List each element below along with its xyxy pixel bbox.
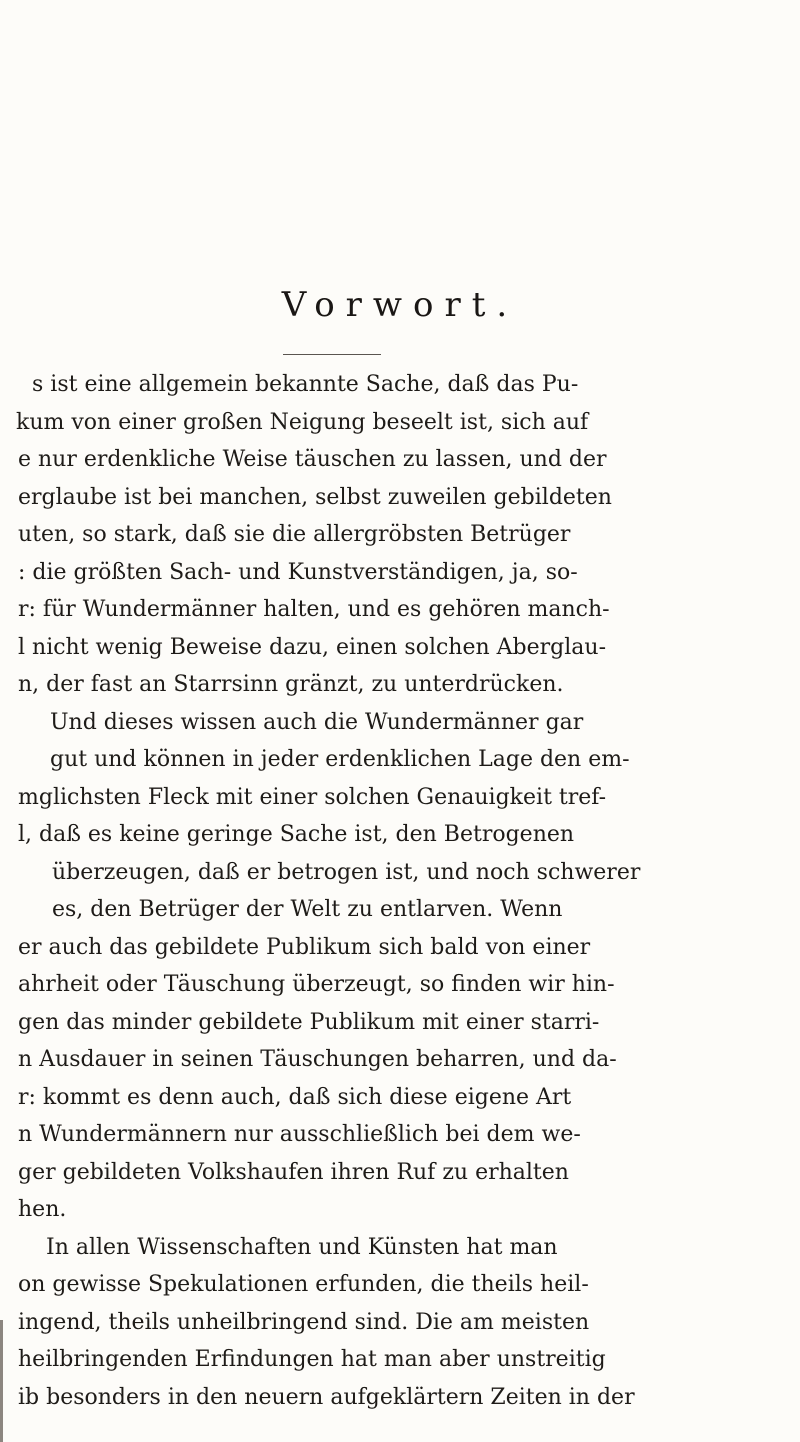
text-line-22: ger gebildeten Volkshaufen ihren Ruf zu erhalten xyxy=(18,1159,569,1185)
page-gutter-shadow xyxy=(0,1320,3,1442)
text-line-10: Und dieses wissen auch die Wundermänner gar xyxy=(50,709,584,735)
text-line-3: e nur erdenkliche Weise täuschen zu lassen, und der xyxy=(18,447,607,472)
text-line-18: gen das minder gebildete Publikum mit einer starri- xyxy=(18,1009,600,1035)
text-line-7: r: für Wundermänner halten, und es gehören manch- xyxy=(18,597,610,622)
text-line-12: mglichsten Fleck mit einer solchen Genauigkeit tref- xyxy=(18,784,607,810)
text-line-11: gut und können in jeder erdenklichen Lage den em- xyxy=(50,747,630,772)
text-line-17: ahrheit oder Täuschung überzeugt, so finden wir hin- xyxy=(18,972,615,997)
text-line-25: on gewisse Spekulationen erfunden, die theils heil- xyxy=(18,1272,589,1297)
text-line-15: es, den Betrüger der Welt zu entlarven. Wenn xyxy=(52,897,563,922)
text-line-9: n, der fast an Starrsinn gränzt, zu unterdrücken. xyxy=(18,672,564,697)
text-line-20: r: kommt es denn auch, daß sich diese eigene Art xyxy=(18,1084,572,1110)
text-line-24: In allen Wissenschaften und Künsten hat man xyxy=(46,1234,558,1260)
text-line-21: n Wundermännern nur ausschließlich bei dem we- xyxy=(18,1122,581,1147)
text-line-27: heilbringenden Erfindungen hat man aber unstreitig xyxy=(18,1347,606,1372)
text-line-14: überzeugen, daß er betrogen ist, und noch schwerer xyxy=(52,859,641,885)
text-line-6: : die größten Sach- und Kunstverständigen, ja, so- xyxy=(18,559,578,585)
text-line-23: hen. xyxy=(18,1197,67,1222)
text-line-13: l, daß es keine geringe Sache ist, den Betrogenen xyxy=(18,822,575,847)
text-line-8: l nicht wenig Beweise dazu, einen solchen Aberglau- xyxy=(18,634,607,660)
title-rule xyxy=(283,354,381,355)
text-line-2: kum von einer großen Neigung beseelt ist, sich auf xyxy=(16,409,589,435)
text-line-28: ib besonders in den neuern aufgeklärtern Zeiten in der xyxy=(18,1384,635,1410)
text-line-19: n Ausdauer in seinen Täuschungen beharren, und da- xyxy=(18,1047,617,1072)
text-line-4: erglaube ist bei manchen, selbst zuweilen gebildeten xyxy=(18,484,612,510)
page-title: Vorwort. xyxy=(281,285,519,325)
text-line-26: ingend, theils unheilbringend sind. Die am meisten xyxy=(18,1309,590,1335)
text-line-16: er auch das gebildete Publikum sich bald von einer xyxy=(18,934,591,960)
text-line-5: uten, so stark, daß sie die allergröbsten Betrüger xyxy=(18,522,571,547)
body-text xyxy=(12,366,800,1416)
text-line-1: s ist eine allgemein bekannte Sache, daß das Pu- xyxy=(32,372,579,397)
